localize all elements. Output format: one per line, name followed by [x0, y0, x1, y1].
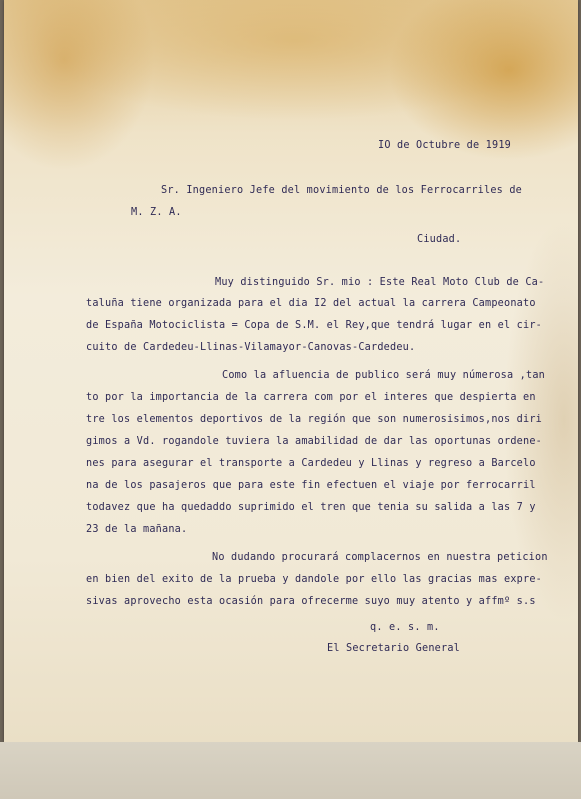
recipient-line: Sr. Ingeniero Jefe del movimiento de los Ferrocarriles de: [161, 185, 523, 196]
body-line: tre los elementos deportivos de la región que son numerosisimos,nos diri: [86, 414, 543, 425]
body-line: gimos a Vd. rogandole tuviera la amabilidad de dar las oportunas ordene-: [86, 436, 543, 447]
body-line: todavez que ha quedaddo suprimido el tren que tenia su salida a las 7 y: [86, 502, 536, 513]
body-line: No dudando procurará complacernos en nuestra peticion: [212, 552, 548, 563]
body-line: Como la afluencia de publico será muy númerosa ,tan: [222, 370, 546, 381]
body-line: na de los pasajeros que para este fin efectuen el viaje por ferrocarril: [86, 480, 536, 491]
signature-title: El Secretario General: [327, 643, 461, 654]
body-line: cuito de Cardedeu-Llinas-Vilamayor-Canovas-Cardedeu.: [86, 342, 416, 353]
body-line: sivas aprovecho esta ocasión para ofrecerme suyo muy atento y affmº s.s: [86, 596, 536, 607]
scan-background: [0, 742, 581, 799]
body-line: 23 de la mañana.: [86, 524, 188, 535]
body-line: en bien del exito de la prueba y dandole por ello las gracias mas expre-: [86, 574, 543, 585]
letter-page: [4, 0, 578, 742]
body-line: nes para asegurar el transporte a Cardedeu y Llinas y regreso a Barcelo: [86, 458, 536, 469]
recipient-city: Ciudad.: [417, 234, 462, 245]
body-line: Muy distinguido Sr. mio : Este Real Moto Club de Ca-: [215, 277, 545, 288]
recipient-company: M. Z. A.: [131, 207, 182, 218]
letter-date: IO de Octubre de 1919: [378, 140, 512, 151]
body-line: to por la importancia de la carrera com por el interes que despierta en: [86, 392, 536, 403]
body-line: taluña tiene organizada para el dia I2 del actual la carrera Campeonato: [86, 298, 536, 309]
closing-formula: q. e. s. m.: [370, 622, 440, 633]
body-line: de España Motociclista = Copa de S.M. el Rey,que tendrá lugar en el cir-: [86, 320, 543, 331]
